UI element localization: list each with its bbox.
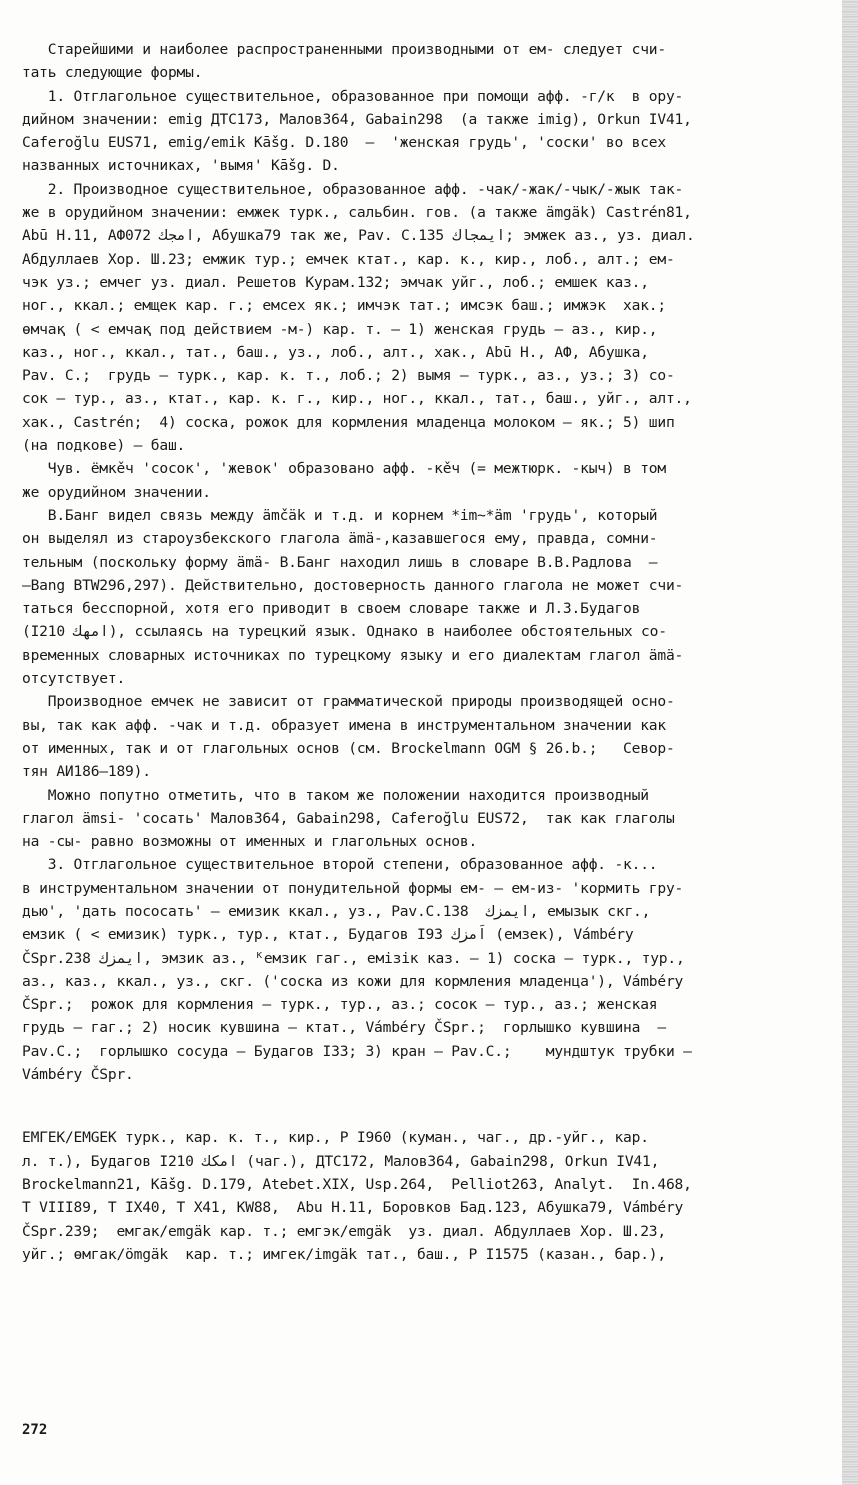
text-line: отсутствует. [22,670,126,688]
text-line: Pav.C.; горлышко сосуда – Будагов I33; 3) кран – Pav.C.; мундштук трубки – [22,1042,692,1060]
text-line: названных источниках, 'вымя' Kāšg. D. [22,157,340,175]
text-line: грудь – гаг.; 2) носик кувшина – ктат., Vámbéry ČSpr.; горлышко кувшина – [22,1019,666,1037]
text-line: в инструментальном значении от понудительной формы ем- – ем-из- 'кормить гру- [22,879,684,897]
text-line: Pav. C.; грудь – турк., кар. к. т., лоб.; 2) вымя – турк., аз., уз.; 3) со- [22,367,675,385]
main-paragraphs [22,38,834,1086]
text-line: таться бесспорной, хотя его приводит в своем словаре также и Л.З.Будагов [22,600,641,618]
section-gap [22,1106,834,1126]
text-line: вы, так как афф. -чак и т.д. образует имена в инструментальном значении как [22,716,666,734]
text-line: Можно попутно отметить, что в таком же положении находится производный [22,786,649,804]
text-line: чэк уз.; емчег уз. диал. Решетов Курам.132; эмчак уйг., лоб.; емшек каз., [22,273,649,291]
text-line: глагол ämsi- 'сосать' Малов364, Gabain298, Caferoğlu EUS72, так как глаголы [22,809,675,827]
text-line: аз., каз., ккал., уз., скг. ('соска из кожи для кормления младенца'), Vámbéry [22,972,684,990]
text-line: от именных, так и от глагольных основ (см. Brockelmann OGM § 26.b.; Севор- [22,739,675,757]
dictionary-entry [22,1126,834,1266]
text-line: ног., ккал.; емщек кар. г.; емсех як.; имчэк тат.; имсэк баш.; имжэк хак.; [22,297,666,315]
text-line: же в орудийном значении: емжек турк., сальбин. гов. (а также ämgäk) Castrén81, [22,204,692,222]
text-line: 1. Отглагольное существительное, образованное при помощи афф. -г/к в ору- [22,87,684,105]
entry-line: T VIII89, T IX40, T X41, KW88, Abu H.11, Боровков Бад.123, Абушка79, Vámbéry [22,1199,684,1217]
scan-edge [842,0,858,1485]
text-line: сок – тур., аз., ктат., кар. к. г., кир., ног., ккал., тат., баш., уйг., алт., [22,390,692,408]
text-line: тельным (поскольку форму ämä- В.Банг находил лишь в словаре В.В.Радлова – [22,553,658,571]
body-text [22,38,834,1266]
text-line: ČSpr.238 ايمزك, эмзик аз., ᴷемзик гаг., емізік каз. – 1) соска – турк., тур., [22,949,685,967]
text-line: дью', 'дать пососать' – емизик ккал., уз., Pav.C.138 ايمزك, емызык скг., [22,902,651,920]
text-line: 2. Производное существительное, образованное афф. -чак/-жак/-чык/-жык так- [22,180,684,198]
text-line: (I210 امهك), ссылаясь на турецкий язык. Однако в наиболее обстоятельных со- [22,623,667,641]
text-line: өмчақ ( < емчақ под действием -м-) кар. т. – 1) женская грудь – аз., кир., [22,320,658,338]
text-line: дийном значении: emig ДТС173, Малов364, Gabain298 (а также imig), Orkun IV41, [22,110,692,128]
text-line: (на подкове) – баш. [22,437,186,455]
page-number: 272 [22,1422,48,1438]
text-line: Производное емчек не зависит от грамматической природы производящей осно- [22,693,675,711]
text-line: каз., ног., ккал., тат., баш., уз., лоб., алт., хак., Abū H., АФ, Абушка, [22,343,649,361]
entry-line: Brockelmann21, Kāšg. D.179, Atebet.XIX, Usp.264, Pelliot263, Analyt. In.468, [22,1175,692,1193]
text-line: Чув. ёмкěч 'сосок', 'жевок' образовано афф. -кěч (= межтюрк. -кыч) в том [22,460,666,478]
text-line: Vámbéry ČSpr. [22,1066,134,1084]
text-line: Caferoğlu EUS71, emig/emik Kāšg. D.180 – 'женская грудь', 'соски' во всех [22,134,666,152]
text-line: –Bang BTW296,297). Действительно, достоверность данного глагола не может счи- [22,576,684,594]
text-line: тян АИ186–189). [22,763,151,781]
text-line: Абдуллаев Хор. Ш.23; емжик тур.; емчек ктат., кар. к., кир., лоб., алт.; ем- [22,250,675,268]
text-line: он выделял из староузбекского глагола ämä-,казавшегося ему, правда, сомни- [22,530,658,548]
text-line: В.Банг видел связь между ämčäk и т.д. и корнем *im~*äm 'грудь', который [22,506,658,524]
entry-line: ČSpr.239; емгак/emgäk кар. т.; емгэк/emgäk уз. диал. Абдуллаев Хор. Ш.23, [22,1222,666,1240]
text-line: временных словарных источниках по турецкому языку и его диалектам глагол ämä- [22,646,684,664]
text-line: Abū H.11, АФ072 امجك, Абушка79 так же, Pav. C.135 ايمجاك; эмжек аз., уз. диал. [22,227,695,245]
text-line: хак., Castrén; 4) соска, рожок для кормления младенца молоком – як.; 5) шип [22,413,675,431]
text-line: на -сы- равно возможны от именных и глагольных основ. [22,833,478,851]
entry-line: л. т.), Будагов I210 امكك (чаг.), ДТС172, Малов364, Gabain298, Orkun IV41, [22,1152,660,1170]
entry-line: ЕМГЕК/EMGEK турк., кар. к. т., кир., Р I960 (куман., чаг., др.-уйг., кар. [22,1129,649,1147]
text-line: же орудийном значении. [22,483,211,501]
entry-line: уйг.; өмгак/ömgäk кар. т.; имгек/imgäk тат., баш., Р I1575 (казан., бар.), [22,1245,666,1263]
text-line: тать следующие формы. [22,64,203,82]
text-line: емзик ( < емизик) турк., тур., ктат., Будагов I93 اَمزك (емзек), Vámbéry [22,926,634,944]
text-line: 3. Отглагольное существительное второй степени, образованное афф. -к... [22,856,658,874]
text-line: ČSpr.; рожок для кормления – турк., тур., аз.; сосок – тур., аз.; женская [22,996,658,1014]
section-gap [22,1086,834,1106]
text-line: Старейшими и наиболее распространенными производными от ем- следует счи- [22,41,666,58]
